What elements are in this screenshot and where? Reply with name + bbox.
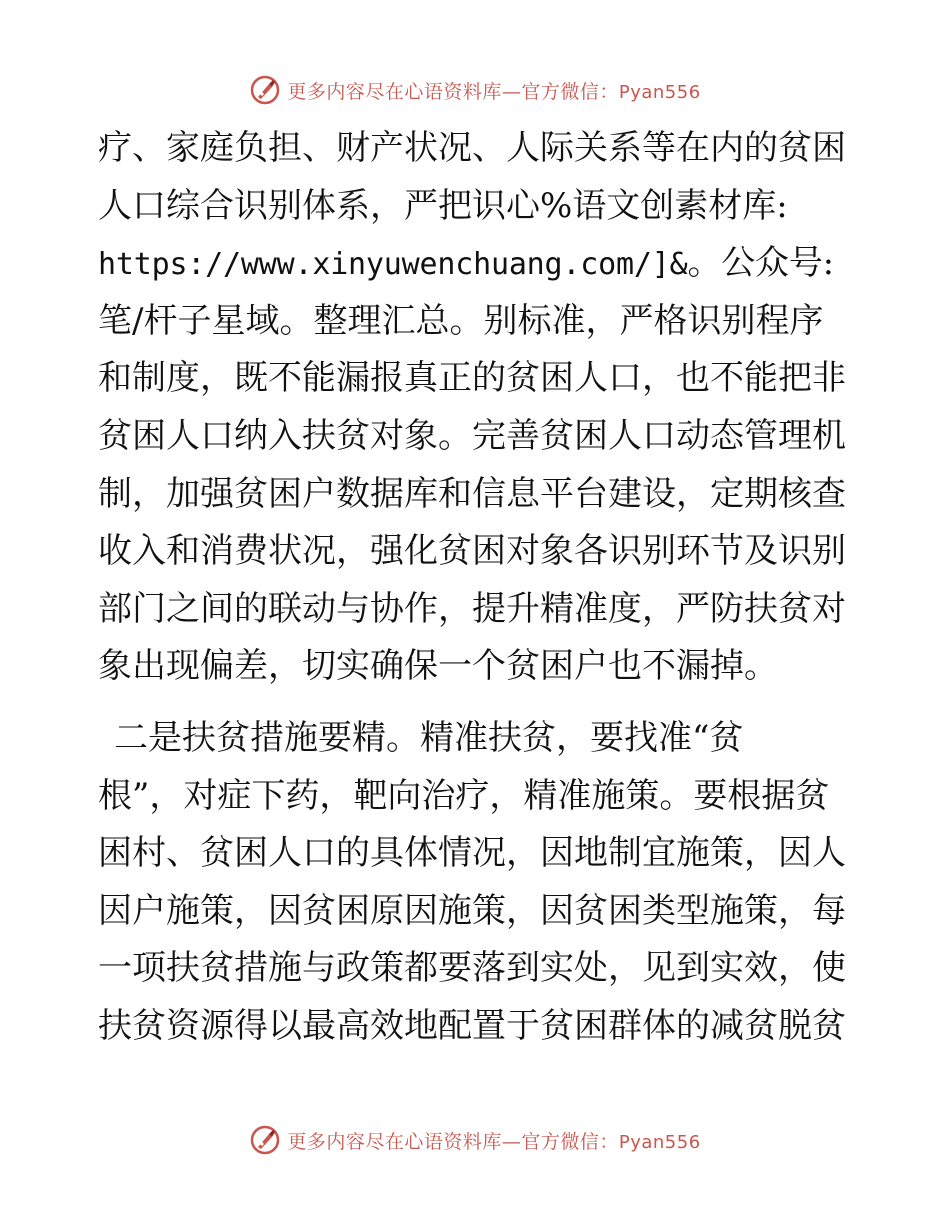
text-line: 扶贫资源得以最高效地配置于贫困群体的减贫脱贫 bbox=[98, 1005, 846, 1046]
paragraph-1 bbox=[98, 120, 858, 696]
pen-nib-logo-icon bbox=[249, 1124, 281, 1156]
text-line: 和制度，既不能漏报真正的贫困人口，也不能把非 bbox=[98, 358, 846, 399]
text-line: 一项扶贫措施与政策都要落到实处，见到实效，使 bbox=[98, 948, 846, 989]
url-line bbox=[98, 235, 858, 293]
text-line: 部门之间的联动与协作，提升精准度，严防扶贫对 bbox=[98, 588, 846, 629]
text-line: 制，加强贫困户数据库和信息平台建设，定期核查 bbox=[98, 473, 846, 514]
text-line: 笔/杆子星域。整理汇总。别标准，严格识别程序 bbox=[98, 300, 824, 341]
document-body bbox=[98, 120, 858, 1056]
text-line: 收入和消费状况，强化贫困对象各识别环节及识别 bbox=[98, 531, 846, 572]
text-line: 困村、贫困人口的具体情况，因地制宜施策，因人 bbox=[98, 833, 846, 874]
text-line: 二是扶贫措施要精。精准扶贫，要找准“贫 bbox=[114, 717, 744, 758]
watermark-text: 更多内容尽在心语资料库—官方微信：Pyan556 bbox=[287, 80, 701, 103]
watermark-text: 更多内容尽在心语资料库—官方微信：Pyan556 bbox=[287, 1130, 701, 1153]
text-line: 贫困人口纳入扶贫对象。完善贫困人口动态管理机 bbox=[98, 415, 846, 456]
url-text: https://www.xinyuwenchuang.com/]& bbox=[98, 247, 688, 283]
footer-watermark bbox=[0, 1120, 950, 1160]
pen-nib-logo-icon bbox=[249, 74, 281, 106]
header-watermark bbox=[0, 70, 950, 110]
text-line: 疗、家庭负担、财产状况、人际关系等在内的贫困 bbox=[98, 128, 846, 168]
text-fragment: 。公众号: bbox=[687, 243, 834, 284]
paragraph-2 bbox=[98, 710, 858, 1056]
text-line: 人口综合识别体系，严把识心%语文创素材库: bbox=[98, 185, 788, 226]
text-line: 象出现偏差，切实确保一个贫困户也不漏掉。 bbox=[98, 646, 778, 687]
text-line: 根”，对症下药，靶向治疗，精准施策。要根据贫 bbox=[98, 775, 830, 816]
text-line: 因户施策，因贫困原因施策，因贫困类型施策，每 bbox=[98, 890, 846, 931]
